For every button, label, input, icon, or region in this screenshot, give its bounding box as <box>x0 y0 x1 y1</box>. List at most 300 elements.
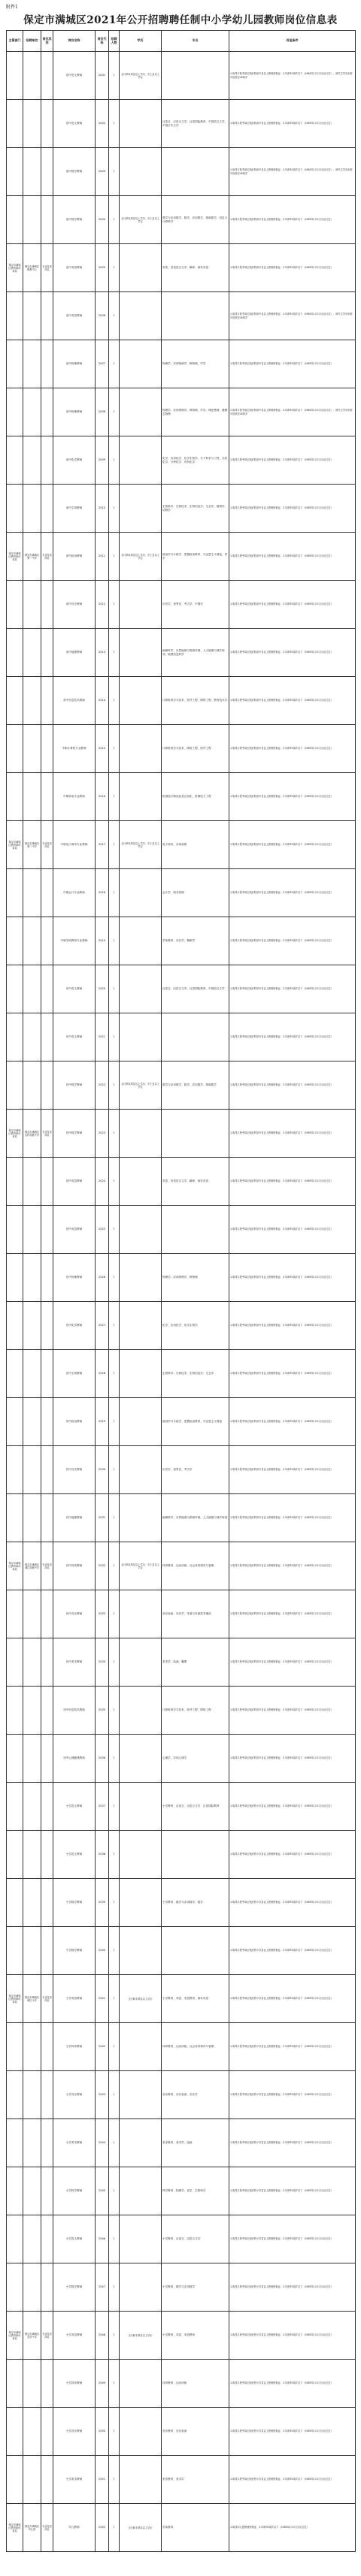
page-title: 保定市满城区2021年公开招聘聘任制中小学幼儿园教师岗位信息表 <box>23 14 338 26</box>
cell-other-conditions: 1.取得与报考岗位相应的初中及以上教师资格证；2.年龄35周岁以下（1985年1月1日以后出生） <box>229 1398 356 1446</box>
table-row <box>7 1158 356 1206</box>
cell-department <box>7 1927 23 1975</box>
cell-post-name: 高中英语教师 <box>53 244 96 292</box>
cell-post-category: 专业技术岗位 <box>41 244 53 292</box>
cell-other-conditions: 1.取得与报考岗位相应的高中及以上教师资格证；2.年龄35周岁以下（1985年1月1日以后出生） <box>229 533 356 581</box>
cell-department <box>7 1446 23 1494</box>
cell-headcount: 1 <box>109 869 120 917</box>
cell-post-name: 初中体育教师 <box>53 1542 96 1590</box>
cell-education <box>120 1398 162 1446</box>
cell-employer <box>23 2408 41 2456</box>
cell-education <box>120 917 162 965</box>
cell-employer <box>23 485 41 533</box>
cell-post-name: 初中历史教师 <box>53 1446 96 1494</box>
cell-post-category <box>41 485 53 533</box>
cell-education <box>120 2215 162 2263</box>
cell-other-conditions: 1.取得与报考岗位相应的高中及以上教师资格证；2.年龄35周岁以下（1985年1月1日以后出生） <box>229 581 356 629</box>
cell-major: 音乐教育、音乐表演、音乐学 <box>162 2071 229 2119</box>
cell-post-code: 2029 <box>96 1398 109 1446</box>
cell-department <box>7 2167 23 2215</box>
table-row <box>7 244 356 292</box>
cell-education <box>120 485 162 533</box>
cell-post-name: 高中英语教师 <box>53 292 96 340</box>
cell-other-conditions: 1.取得与报考岗位相应的高中及以上教师资格证；2.年龄35周岁以下（1985年1月1日以后出生） <box>229 869 356 917</box>
cell-post-code: 2038 <box>96 1831 109 1879</box>
cell-post-code: 2012 <box>96 581 109 629</box>
cell-department <box>7 629 23 677</box>
cell-department <box>7 1638 23 1687</box>
cell-employer <box>23 1013 41 1062</box>
cell-education <box>120 1110 162 1158</box>
table-row <box>7 2023 356 2071</box>
cell-major <box>162 1831 229 1879</box>
cell-employer <box>23 292 41 340</box>
cell-post-category <box>41 2071 53 2119</box>
cell-employer: 保定市满城区城区初级中学 <box>23 1542 41 1590</box>
cell-post-category <box>41 1013 53 1062</box>
cell-other-conditions: 1.取得与报考岗位相应的初中及以上教师资格证；2.年龄35周岁以下（1985年1月1日以后出生） <box>229 1735 356 1783</box>
column-header: 专业 <box>162 31 229 52</box>
cell-education <box>120 2360 162 2408</box>
cell-employer <box>23 2456 41 2504</box>
cell-other-conditions: 1.取得与报考岗位相应的小学及以上教师资格证；2.年龄35周岁以下（1985年1月1日以后出生） <box>229 1879 356 1927</box>
cell-education <box>120 773 162 821</box>
cell-employer <box>23 773 41 821</box>
cell-post-code: 2013 <box>96 629 109 677</box>
cell-other-conditions: 1.取得与报考岗位相应的高中及以上教师资格证；2.年龄35周岁以下（1985年1月1日以后出生） <box>229 677 356 725</box>
cell-post-category <box>41 1254 53 1302</box>
cell-other-conditions: 1.取得与报考岗位相应的初中及以上教师资格证；2.年龄35周岁以下（1985年1月1日以后出生） <box>229 1638 356 1687</box>
cell-department <box>7 2071 23 2119</box>
cell-headcount: 1 <box>109 533 120 581</box>
cell-headcount: 1 <box>109 1206 120 1254</box>
cell-post-category <box>41 965 53 1013</box>
cell-post-code: 2020 <box>96 965 109 1013</box>
cell-post-category <box>41 340 53 388</box>
cell-headcount: 1 <box>109 292 120 340</box>
cell-education: 全日制专科及以上学历 <box>120 2504 162 2552</box>
cell-post-category <box>41 629 53 677</box>
cell-post-category <box>41 100 53 148</box>
cell-post-name: 初中美术教师 <box>53 1638 96 1687</box>
cell-post-name: 高中信息技术教师 <box>53 677 96 725</box>
cell-post-code: 2035 <box>96 1687 109 1735</box>
positions-table <box>6 30 356 2552</box>
cell-department <box>7 581 23 629</box>
cell-other-conditions: 1.取得与报考岗位相应的初中及以上教师资格证；2.年龄35周岁以下（1985年1月1日以后出生） <box>229 1302 356 1350</box>
cell-employer <box>23 1783 41 1831</box>
cell-education <box>120 1735 162 1783</box>
table-header-row <box>7 31 356 52</box>
table-row <box>7 1494 356 1542</box>
cell-other-conditions: 1.取得与报考岗位相应的高中及以上教师资格证；2.年龄35周岁以下（1985年1月1日以后出生） <box>229 436 356 485</box>
cell-post-code: 2004 <box>96 196 109 244</box>
cell-post-name: 初中音乐教师 <box>53 1590 96 1638</box>
cell-post-code: 2041 <box>96 1975 109 2023</box>
cell-department <box>7 1206 23 1254</box>
cell-headcount: 1 <box>109 2023 120 2071</box>
cell-headcount: 1 <box>109 2456 120 2504</box>
cell-major: 小学教育、数学与应用数学、数学 <box>162 1879 229 1927</box>
table-row <box>7 1398 356 1446</box>
cell-education <box>120 1158 162 1206</box>
cell-post-code: 2034 <box>96 1638 109 1687</box>
cell-post-category <box>41 773 53 821</box>
cell-post-category <box>41 725 53 773</box>
cell-post-code: 2025 <box>96 1206 109 1254</box>
cell-employer <box>23 1831 41 1879</box>
cell-post-category <box>41 2408 53 2456</box>
cell-employer <box>23 436 41 485</box>
cell-post-code: 2039 <box>96 1879 109 1927</box>
cell-headcount: 1 <box>109 1254 120 1302</box>
table-row <box>7 292 356 340</box>
cell-other-conditions: 1.取得与报考岗位相应的小学及以上教师资格证；2.年龄35周岁以下（1985年1月1日以后出生） <box>229 2023 356 2071</box>
table-body <box>7 52 356 2552</box>
cell-major: 政治学与行政学、思想政治教育、马克思主义理论 <box>162 1398 229 1446</box>
cell-major: 汉语言、汉语言文学、汉语国际教育、中国语言文学、中国古代文学 <box>162 100 229 148</box>
cell-post-code: 2007 <box>96 340 109 388</box>
cell-employer <box>23 1062 41 1110</box>
table-row <box>7 485 356 533</box>
cell-education <box>120 581 162 629</box>
cell-department: 保定市满城区教育和体育局 <box>7 1542 23 1590</box>
cell-headcount: 1 <box>109 1062 120 1110</box>
cell-other-conditions: 1.取得幼儿园教师资格证；2.年龄35周岁以下（1985年1月1日以后出生） <box>229 2504 356 2552</box>
cell-headcount: 1 <box>109 2119 120 2167</box>
cell-headcount: 1 <box>109 52 120 100</box>
cell-major: 历史学、世界史、考古学、中国史 <box>162 581 229 629</box>
cell-post-name: 初中数学教师 <box>53 1110 96 1158</box>
cell-post-category <box>41 436 53 485</box>
cell-post-name: 小学科学教师 <box>53 2167 96 2215</box>
cell-post-name: 高中政治教师 <box>53 533 96 581</box>
cell-post-code: 2011 <box>96 533 109 581</box>
column-header: 主管部门 <box>7 31 23 52</box>
column-header: 岗位名称 <box>53 31 96 52</box>
cell-headcount: 1 <box>109 244 120 292</box>
cell-employer <box>23 917 41 965</box>
cell-post-category: 专业技术岗位 <box>41 1975 53 2023</box>
cell-major: 计算机科学与技术、网络工程、软件工程 <box>162 725 229 773</box>
cell-department <box>7 1062 23 1110</box>
cell-department <box>7 1350 23 1398</box>
cell-major: 物理学、应用物理学、核物理、声学、理论物理、凝聚态物理 <box>162 388 229 436</box>
cell-headcount: 1 <box>109 436 120 485</box>
table-row <box>7 1638 356 1687</box>
cell-other-conditions: 1.取得与报考岗位相应的小学及以上教师资格证；2.年龄35周岁以下（1985年1月1日以后出生） <box>229 1927 356 1975</box>
cell-employer <box>23 1302 41 1350</box>
table-row <box>7 196 356 244</box>
cell-headcount: 1 <box>109 1158 120 1206</box>
cell-headcount: 1 <box>109 917 120 965</box>
cell-post-category <box>41 1590 53 1638</box>
cell-major: 计算机科学与技术、软件工程、网络工程、教育技术学 <box>162 677 229 725</box>
table-row <box>7 1590 356 1638</box>
cell-post-name: 小学语文教师 <box>53 2215 96 2263</box>
cell-education <box>120 869 162 917</box>
cell-major: 数学与应用数学、数学、应用数学、基础数学 <box>162 1062 229 1110</box>
cell-headcount: 1 <box>109 1831 120 1879</box>
cell-department <box>7 340 23 388</box>
table-row <box>7 677 356 725</box>
cell-education <box>120 244 162 292</box>
cell-post-code: 2033 <box>96 1590 109 1638</box>
cell-post-category <box>41 1446 53 1494</box>
cell-major: 电子商务、市场营销 <box>162 821 229 869</box>
cell-major: 小学教育、英语、英语教育 <box>162 2312 229 2360</box>
cell-department <box>7 1013 23 1062</box>
cell-education <box>120 1013 162 1062</box>
cell-employer: 保定市满城区农村初级中学 <box>23 1110 41 1158</box>
table-row <box>7 1975 356 2023</box>
cell-post-code: 2049 <box>96 2360 109 2408</box>
cell-post-code: 2023 <box>96 1110 109 1158</box>
cell-headcount: 1 <box>109 2504 120 2552</box>
cell-post-category <box>41 1831 53 1879</box>
cell-major: 英语、英语语言文学、翻译、商务英语 <box>162 244 229 292</box>
cell-department <box>7 917 23 965</box>
cell-major: 会计学、财务管理 <box>162 869 229 917</box>
cell-employer <box>23 148 41 196</box>
cell-education <box>120 2023 162 2071</box>
cell-major: 科学教育、物理学、化学、生物科学 <box>162 2167 229 2215</box>
table-row <box>7 340 356 388</box>
cell-department: 保定市满城区教育和体育局 <box>7 821 23 869</box>
cell-education <box>120 1254 162 1302</box>
cell-department <box>7 1254 23 1302</box>
cell-education <box>120 436 162 485</box>
cell-post-code: 2045 <box>96 2167 109 2215</box>
cell-headcount: 1 <box>109 773 120 821</box>
cell-post-code: 2002 <box>96 100 109 148</box>
cell-education <box>120 1494 162 1542</box>
cell-department <box>7 1735 23 1783</box>
cell-post-name: 初中心理健康教师 <box>53 1735 96 1783</box>
cell-post-code: 2052 <box>96 2504 109 2552</box>
cell-headcount: 1 <box>109 725 120 773</box>
cell-post-code: 2008 <box>96 388 109 436</box>
cell-post-name: 中职电子商务专业教师 <box>53 821 96 869</box>
cell-other-conditions: 1.取得与报考岗位相应的小学及以上教师资格证；2.年龄35周岁以下（1985年1月1日以后出生） <box>229 2071 356 2119</box>
cell-other-conditions: 1.取得与报考岗位相应的高中及以上教师资格证；2.年龄35周岁以下（1985年1月1日以后出生），研究生学历年龄可放宽至40周岁 <box>229 388 356 436</box>
cell-post-code: 2042 <box>96 2023 109 2071</box>
cell-post-category: 专业技术岗位 <box>41 2504 53 2552</box>
cell-major: 体育教育、运动训练 <box>162 2360 229 2408</box>
cell-major: 化学、应用化学、化学生物学 <box>162 1302 229 1350</box>
table-row <box>7 965 356 1013</box>
cell-post-category: 专业技术岗位 <box>41 1542 53 1590</box>
cell-other-conditions: 1.取得与报考岗位相应的小学及以上教师资格证；2.年龄35周岁以下（1985年1月1日以后出生） <box>229 2456 356 2504</box>
cell-department <box>7 100 23 148</box>
cell-employer <box>23 340 41 388</box>
cell-employer <box>23 1254 41 1302</box>
cell-other-conditions: 1.取得与报考岗位相应的初中及以上教师资格证；2.年龄35周岁以下（1985年1月1日以后出生） <box>229 1254 356 1302</box>
cell-employer <box>23 677 41 725</box>
cell-other-conditions: 1.取得与报考岗位相应的小学及以上教师资格证；2.年龄35周岁以下（1985年1月1日以后出生） <box>229 2167 356 2215</box>
cell-post-category <box>41 2360 53 2408</box>
cell-education: 全日制本科及以上学历，学士及以上学位 <box>120 196 162 244</box>
cell-major: 物理学、应用物理学、核物理 <box>162 1254 229 1302</box>
cell-employer <box>23 581 41 629</box>
cell-major: 学前教育 <box>162 2504 229 2552</box>
table-row <box>7 725 356 773</box>
cell-employer: 保定市满城区农村小学 <box>23 2312 41 2360</box>
cell-department <box>7 292 23 340</box>
table-row <box>7 1062 356 1110</box>
cell-employer <box>23 725 41 773</box>
cell-other-conditions: 1.取得与报考岗位相应的小学及以上教师资格证；2.年龄35周岁以下（1985年1月1日以后出生） <box>229 2312 356 2360</box>
cell-major: 心理学、应用心理学 <box>162 1735 229 1783</box>
cell-major: 美术教育、美术学、绘画 <box>162 2119 229 2167</box>
cell-post-name: 高中数学教师 <box>53 196 96 244</box>
cell-department <box>7 1783 23 1831</box>
cell-education <box>120 2408 162 2456</box>
cell-post-category <box>41 917 53 965</box>
cell-education <box>120 388 162 436</box>
table-row <box>7 1302 356 1350</box>
cell-education <box>120 1638 162 1687</box>
cell-post-category <box>41 1494 53 1542</box>
cell-other-conditions: 1.取得与报考岗位相应的高中及以上教师资格证；2.年龄35周岁以下（1985年1月1日以后出生） <box>229 100 356 148</box>
cell-education <box>120 1302 162 1350</box>
cell-education <box>120 1783 162 1831</box>
cell-post-code: 2019 <box>96 917 109 965</box>
cell-headcount: 1 <box>109 1302 120 1350</box>
table-row <box>7 2167 356 2215</box>
cell-post-name: 小学音乐教师 <box>53 2408 96 2456</box>
cell-post-code: 2040 <box>96 1927 109 1975</box>
cell-employer <box>23 629 41 677</box>
cell-major: 小学教育、数学与应用数学 <box>162 2263 229 2312</box>
cell-major: 政治学与行政学、思想政治教育、马克思主义理论、哲学 <box>162 533 229 581</box>
cell-major: 地理科学、自然地理与资源环境、人文地理与城乡规划 <box>162 1494 229 1542</box>
cell-post-name: 中职学前教育专业教师 <box>53 917 96 965</box>
cell-post-name: 中职机电专业教师 <box>53 773 96 821</box>
cell-post-category: 专业技术岗位 <box>41 533 53 581</box>
cell-employer: 保定市满城区职教中心 <box>23 244 41 292</box>
cell-headcount: 1 <box>109 340 120 388</box>
cell-department <box>7 1879 23 1927</box>
cell-department <box>7 1398 23 1446</box>
cell-major: 小学教育、英语、英语教育、商务英语 <box>162 1975 229 2023</box>
cell-other-conditions: 1.取得与报考岗位相应的高中及以上教师资格证；2.年龄35周岁以下（1985年1月1日以后出生） <box>229 196 356 244</box>
cell-education: 全日制专科及以上学历 <box>120 1975 162 2023</box>
table-row <box>7 1783 356 1831</box>
cell-employer <box>23 388 41 436</box>
cell-major: 音乐教育、音乐表演 <box>162 2408 229 2456</box>
cell-major: 学前教育、音乐学、舞蹈学 <box>162 917 229 965</box>
table-row <box>7 2119 356 2167</box>
cell-post-code: 2009 <box>96 436 109 485</box>
cell-post-name: 初中化学教师 <box>53 1302 96 1350</box>
column-header: 岗位类别 <box>41 31 53 52</box>
cell-post-code: 2046 <box>96 2215 109 2263</box>
cell-employer: 保定市满城区幼儿园 <box>23 2504 41 2552</box>
cell-post-name: 小学音乐教师 <box>53 2071 96 2119</box>
cell-education <box>120 1206 162 1254</box>
cell-other-conditions: 1.取得与报考岗位相应的初中及以上教师资格证；2.年龄35周岁以下（1985年1月1日以后出生） <box>229 1158 356 1206</box>
cell-other-conditions: 1.取得与报考岗位相应的高中及以上教师资格证；2.年龄35周岁以下（1985年1月1日以后出生） <box>229 725 356 773</box>
table-row <box>7 388 356 436</box>
table-row <box>7 100 356 148</box>
cell-employer <box>23 52 41 100</box>
cell-department <box>7 2023 23 2071</box>
cell-post-name: 初中英语教师 <box>53 1206 96 1254</box>
cell-other-conditions: 1.取得与报考岗位相应的高中及以上教师资格证；2.年龄35周岁以下（1985年1月1日以后出生） <box>229 821 356 869</box>
cell-post-name: 初中政治教师 <box>53 1398 96 1446</box>
cell-post-name: 初中信息技术教师 <box>53 1687 96 1735</box>
cell-major: 化学、应用化学、化学生物学、分子科学与工程、无机化学、分析化学、有机化学 <box>162 436 229 485</box>
cell-post-name: 小学语文教师 <box>53 1783 96 1831</box>
cell-other-conditions: 1.取得与报考岗位相应的高中及以上教师资格证；2.年龄35周岁以下（1985年1月1日以后出生） <box>229 244 356 292</box>
cell-employer <box>23 2215 41 2263</box>
table-row <box>7 1350 356 1398</box>
cell-post-name: 小学英语教师 <box>53 1975 96 2023</box>
cell-department <box>7 1831 23 1879</box>
table-row <box>7 2456 356 2504</box>
cell-post-name: 中职计算机专业教师 <box>53 725 96 773</box>
cell-education <box>120 2263 162 2312</box>
table-row <box>7 1879 356 1927</box>
cell-department <box>7 1494 23 1542</box>
cell-department <box>7 436 23 485</box>
table-row <box>7 1206 356 1254</box>
cell-headcount: 1 <box>109 821 120 869</box>
cell-post-category <box>41 2263 53 2312</box>
cell-headcount: 1 <box>109 196 120 244</box>
table-row <box>7 1013 356 1062</box>
cell-education: 全日制本科及以上学历，学士及以上学位 <box>120 533 162 581</box>
cell-other-conditions: 1.取得与报考岗位相应的小学及以上教师资格证；2.年龄35周岁以下（1985年1月1日以后出生） <box>229 2263 356 2312</box>
cell-post-category <box>41 677 53 725</box>
cell-major: 美术教育、美术学 <box>162 2456 229 2504</box>
cell-employer <box>23 100 41 148</box>
cell-headcount: 1 <box>109 1975 120 2023</box>
table-row <box>7 2312 356 2360</box>
column-header: 学历 <box>120 31 162 52</box>
cell-other-conditions: 1.取得与报考岗位相应的小学及以上教师资格证；2.年龄35周岁以下（1985年1月1日以后出生） <box>229 1831 356 1879</box>
cell-post-code: 2003 <box>96 148 109 196</box>
cell-employer <box>23 1398 41 1446</box>
cell-post-code: 2037 <box>96 1783 109 1831</box>
cell-post-code: 2016 <box>96 773 109 821</box>
cell-department: 保定市满城区教育和体育局 <box>7 244 23 292</box>
cell-department <box>7 965 23 1013</box>
table-row <box>7 1254 356 1302</box>
column-header: 招聘单位 <box>23 31 41 52</box>
cell-major: 生物科学、生物技术、生物信息学、生态学 <box>162 1350 229 1398</box>
cell-post-name: 高中语文教师 <box>53 52 96 100</box>
cell-other-conditions: 1.取得与报考岗位相应的高中及以上教师资格证；2.年龄35周岁以下（1985年1月1日以后出生） <box>229 340 356 388</box>
cell-post-name: 高中化学教师 <box>53 436 96 485</box>
cell-education <box>120 1590 162 1638</box>
cell-headcount: 1 <box>109 629 120 677</box>
table-row <box>7 1542 356 1590</box>
cell-education: 全日制专科及以上学历 <box>120 2312 162 2360</box>
cell-other-conditions: 1.取得与报考岗位相应的初中及以上教师资格证；2.年龄35周岁以下（1985年1月1日以后出生） <box>229 1013 356 1062</box>
cell-major: 计算机科学与技术、软件工程、网络工程 <box>162 1687 229 1735</box>
cell-employer <box>23 1927 41 1975</box>
table-row <box>7 436 356 485</box>
cell-other-conditions: 1.取得与报考岗位相应的初中及以上教师资格证；2.年龄35周岁以下（1985年1月1日以后出生） <box>229 1446 356 1494</box>
cell-major: 历史学、世界史、考古学 <box>162 1446 229 1494</box>
cell-post-name: 高中语文教师 <box>53 100 96 148</box>
cell-post-name: 初中数学教师 <box>53 1062 96 1110</box>
cell-post-name: 中职会计专业教师 <box>53 869 96 917</box>
cell-other-conditions: 1.取得与报考岗位相应的高中及以上教师资格证；2.年龄35周岁以下（1985年1月1日以后出生） <box>229 629 356 677</box>
cell-employer <box>23 1879 41 1927</box>
